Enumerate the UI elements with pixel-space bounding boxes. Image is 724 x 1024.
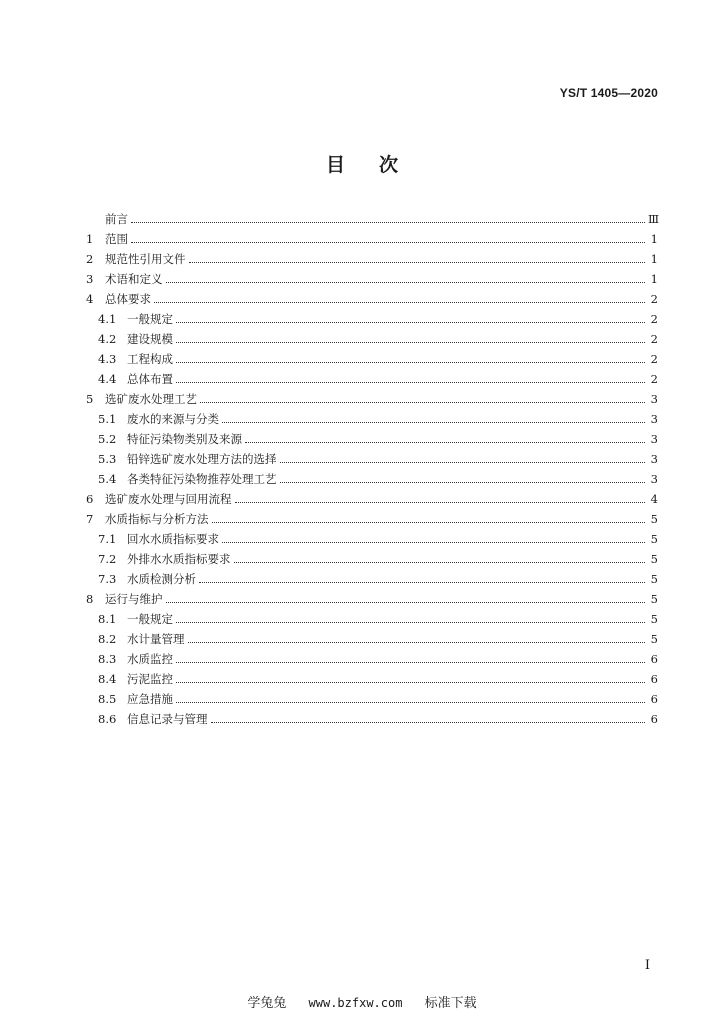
toc-entry-label: 工程构成 — [127, 352, 173, 366]
toc-entry-number: 4.2 — [98, 332, 117, 346]
toc-entry[interactable] — [86, 369, 658, 389]
toc-leader-dots — [176, 662, 645, 663]
toc-entry-page: 3 — [650, 452, 658, 466]
toc-entry-page: 1 — [650, 252, 658, 266]
toc-leader-dots — [188, 642, 646, 643]
footer — [0, 992, 724, 1011]
toc-entry[interactable] — [86, 509, 658, 529]
toc-entry-page: 2 — [650, 372, 658, 386]
toc-entry-page: 3 — [650, 392, 658, 406]
toc-entry-number: 3 — [86, 272, 94, 286]
toc-entry-label: 一般规定 — [127, 312, 173, 326]
toc-leader-dots — [166, 282, 646, 283]
toc-entry-page: 6 — [650, 712, 658, 726]
toc-entry-number: 7.3 — [98, 572, 117, 586]
toc-entry-number: 4.3 — [98, 352, 117, 366]
toc-leader-dots — [211, 722, 646, 723]
toc-entry-label: 应急措施 — [127, 692, 173, 706]
toc-entry-number: 5.3 — [98, 452, 117, 466]
toc-entry-label: 水计量管理 — [127, 632, 185, 646]
toc-entry-number: 4 — [86, 292, 94, 306]
toc-leader-dots — [176, 682, 645, 683]
toc-entry-page: 4 — [650, 492, 658, 506]
toc-entry-label: 前言 — [105, 212, 128, 226]
toc-entry[interactable] — [86, 309, 658, 329]
toc-entry-label: 水质监控 — [127, 652, 173, 666]
toc-entry-number: 8.2 — [98, 632, 117, 646]
toc-entry-number: 5 — [86, 392, 94, 406]
toc-entry[interactable] — [86, 689, 658, 709]
toc-entry[interactable] — [86, 389, 658, 409]
toc-entry-number: 5.1 — [98, 412, 117, 426]
toc-entry-number: 8.5 — [98, 692, 117, 706]
toc-leader-dots — [176, 362, 645, 363]
toc-entry[interactable] — [86, 669, 658, 689]
toc-entry-page: 2 — [650, 352, 658, 366]
toc-entry-number: 1 — [86, 232, 94, 246]
toc-entry-number: 8.4 — [98, 672, 117, 686]
toc-entry[interactable] — [86, 269, 658, 289]
toc-entry-label: 建设规模 — [127, 332, 173, 346]
toc-entry-page: 2 — [650, 292, 658, 306]
toc-entry-page: Ⅲ — [648, 212, 660, 226]
toc-leader-dots — [234, 562, 646, 563]
toc-entry-number: 6 — [86, 492, 94, 506]
toc-entry[interactable] — [86, 569, 658, 589]
toc-entry[interactable] — [86, 709, 658, 729]
toc-entry-number: 8.3 — [98, 652, 117, 666]
toc-entry-label: 选矿废水处理工艺 — [105, 392, 197, 406]
toc-entry[interactable] — [86, 449, 658, 469]
standard-code: YS/T 1405—2020 — [559, 86, 658, 100]
footer-site-name: 学兔兔 — [247, 996, 287, 1011]
toc-entry-number: 4.1 — [98, 312, 117, 326]
toc-entry-label: 总体布置 — [127, 372, 173, 386]
toc-entry-label: 规范性引用文件 — [105, 252, 186, 266]
toc-leader-dots — [280, 462, 646, 463]
toc-entry-page: 5 — [650, 572, 658, 586]
toc-entry[interactable] — [86, 409, 658, 429]
toc-entry[interactable] — [86, 209, 658, 229]
toc-entry-number: 8 — [86, 592, 94, 606]
toc-entry-label: 术语和定义 — [105, 272, 163, 286]
toc-leader-dots — [176, 322, 645, 323]
page-number: I — [644, 958, 650, 973]
toc-leader-dots — [245, 442, 645, 443]
page-title: 目次 — [325, 154, 432, 176]
toc-entry-page: 3 — [650, 432, 658, 446]
toc-entry[interactable] — [86, 429, 658, 449]
toc-entry-label: 水质检测分析 — [127, 572, 196, 586]
toc-entry-page: 1 — [650, 272, 658, 286]
toc-entry-label: 水质指标与分析方法 — [105, 512, 209, 526]
toc-entry[interactable] — [86, 249, 658, 269]
toc-leader-dots — [200, 402, 645, 403]
toc-leader-dots — [189, 262, 646, 263]
toc-entry[interactable] — [86, 289, 658, 309]
toc-leader-dots — [235, 502, 646, 503]
toc-entry-label: 总体要求 — [105, 292, 151, 306]
toc-leader-dots — [212, 522, 646, 523]
toc-leader-dots — [154, 302, 645, 303]
toc-entry-page: 6 — [650, 672, 658, 686]
toc-entry-page: 6 — [650, 652, 658, 666]
toc-entry[interactable] — [86, 549, 658, 569]
toc-entry-label: 各类特征污染物推荐处理工艺 — [127, 472, 277, 486]
toc-leader-dots — [199, 582, 645, 583]
toc-entry-page: 2 — [650, 312, 658, 326]
toc-leader-dots — [176, 342, 645, 343]
toc-entry-page: 5 — [650, 592, 658, 606]
toc-entry-label: 污泥监控 — [127, 672, 173, 686]
toc-entry[interactable] — [86, 529, 658, 549]
toc-leader-dots — [166, 602, 646, 603]
toc-entry-label: 选矿废水处理与回用流程 — [105, 492, 232, 506]
toc-entry-number: 2 — [86, 252, 94, 266]
toc-entry[interactable] — [86, 489, 658, 509]
toc-entry[interactable] — [86, 469, 658, 489]
toc-entry-number: 8.6 — [98, 712, 117, 726]
toc-entry[interactable] — [86, 629, 658, 649]
toc-entry-number: 8.1 — [98, 612, 117, 626]
toc-entry[interactable] — [86, 649, 658, 669]
toc-entry-number: 7 — [86, 512, 94, 526]
toc-entry[interactable] — [86, 589, 658, 609]
table-of-contents — [86, 209, 658, 729]
toc-entry-number: 5.4 — [98, 472, 117, 486]
toc-entry[interactable] — [86, 609, 658, 629]
toc-entry-label: 外排水水质指标要求 — [127, 552, 231, 566]
toc-entry-label: 范围 — [105, 232, 128, 246]
toc-leader-dots — [176, 702, 645, 703]
toc-entry-page: 5 — [650, 552, 658, 566]
toc-entry-label: 废水的来源与分类 — [127, 412, 219, 426]
toc-entry-label: 一般规定 — [127, 612, 173, 626]
toc-entry-number: 7.2 — [98, 552, 117, 566]
footer-tagline: 标准下载 — [424, 996, 477, 1011]
footer-url[interactable]: www.bzfxw.com — [308, 996, 403, 1010]
toc-entry-number: 4.4 — [98, 372, 117, 386]
toc-entry-page: 6 — [650, 692, 658, 706]
toc-entry-number: 7.1 — [98, 532, 117, 546]
toc-entry-page: 2 — [650, 332, 658, 346]
toc-leader-dots — [222, 422, 645, 423]
toc-entry-page: 5 — [650, 532, 658, 546]
toc-entry-label: 回水水质指标要求 — [127, 532, 219, 546]
toc-entry-label: 铅锌选矿废水处理方法的选择 — [127, 452, 277, 466]
toc-leader-dots — [176, 622, 645, 623]
toc-entry-number: 5.2 — [98, 432, 117, 446]
toc-entry[interactable] — [86, 349, 658, 369]
toc-leader-dots — [222, 542, 645, 543]
toc-entry[interactable] — [86, 229, 658, 249]
toc-leader-dots — [131, 242, 645, 243]
toc-entry-page: 3 — [650, 412, 658, 426]
toc-entry-label: 信息记录与管理 — [127, 712, 208, 726]
toc-entry-page: 5 — [650, 512, 658, 526]
toc-leader-dots — [280, 482, 646, 483]
toc-entry-label: 特征污染物类别及来源 — [127, 432, 242, 446]
toc-entry[interactable] — [86, 329, 658, 349]
toc-entry-page: 5 — [650, 612, 658, 626]
toc-leader-dots — [176, 382, 645, 383]
toc-entry-label: 运行与维护 — [105, 592, 163, 606]
toc-leader-dots — [131, 222, 645, 223]
toc-entry-page: 5 — [650, 632, 658, 646]
toc-entry-page: 3 — [650, 472, 658, 486]
toc-entry-page: 1 — [650, 232, 658, 246]
